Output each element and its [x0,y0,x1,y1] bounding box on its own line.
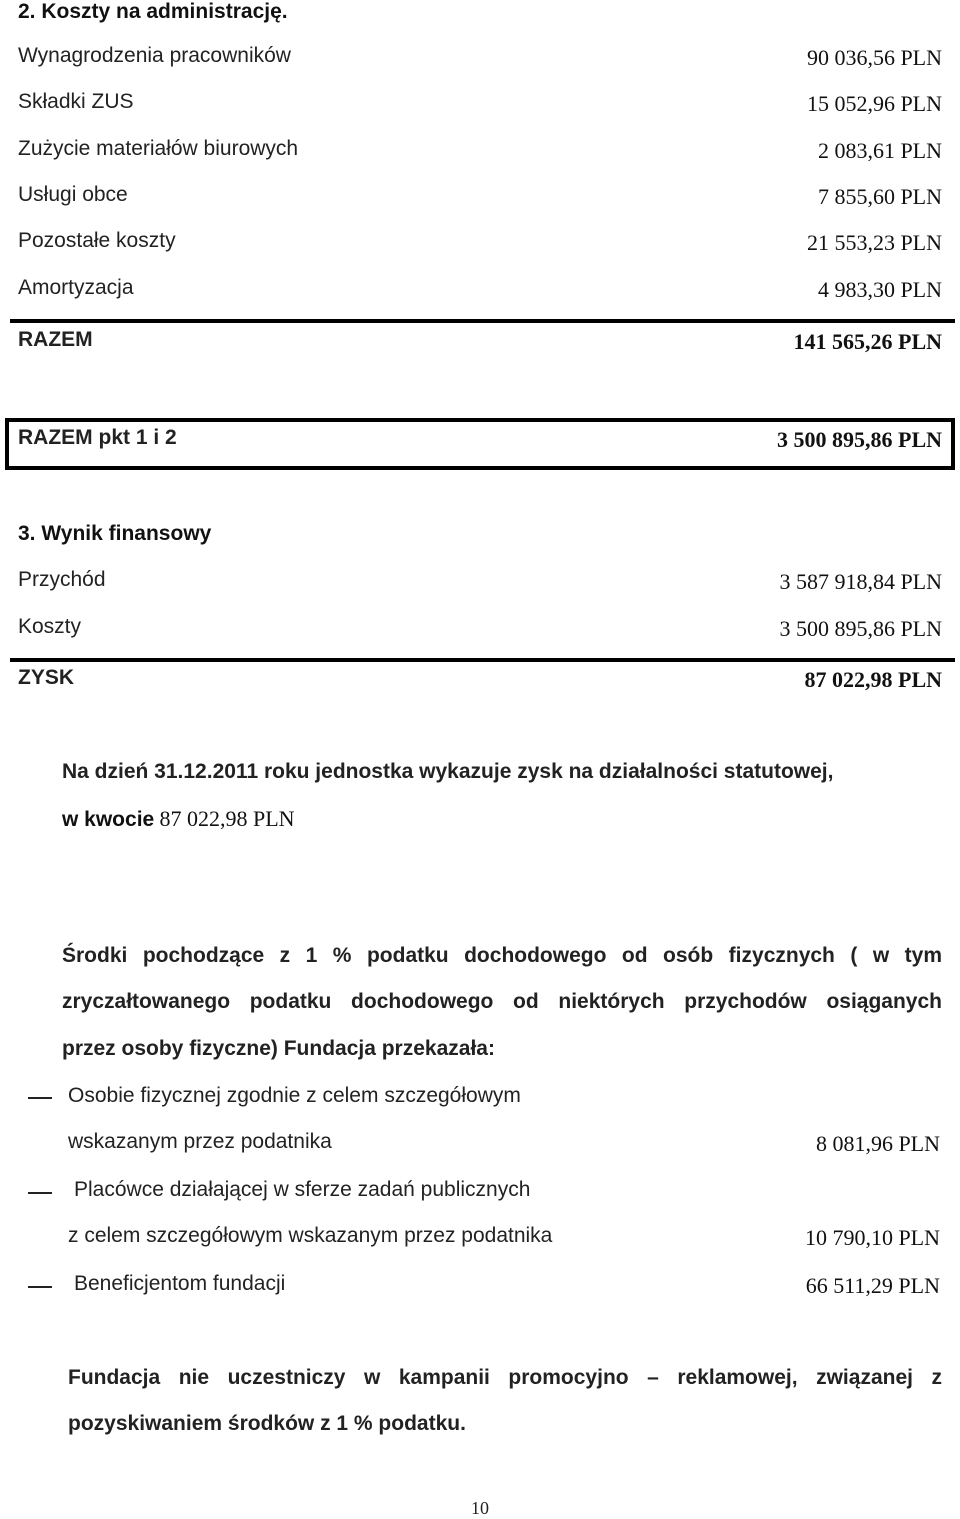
summary-line-1: Na dzień 31.12.2011 roku jednostka wykazuje zysk na działalności statutowej, [62,760,834,783]
section-2-heading: 2. Koszty na administrację. [18,0,288,23]
transfer-item-2-line-1: Placówce działającej w sferze zadań publicznych [74,1178,531,1201]
transfer-item-1-line-1: Osobie fizycznej zgodnie z celem szczegółowym [68,1084,521,1107]
one-percent-paragraph-line-3: przez osoby fizyczne) Fundacja przekazała: [62,1037,495,1060]
section-2-total-rule [10,319,955,323]
transfer-item-2-amount: 10 790,10 PLN [804,1225,940,1250]
row-amount-depreciation: 4 983,30 PLN [817,277,942,302]
row-label-services: Usługi obce [18,183,128,206]
row-amount-zus: 15 052,96 PLN [806,91,942,116]
row-label-salaries: Wynagrodzenia pracowników [18,44,291,67]
row-label-zus: Składki ZUS [18,90,134,113]
campaign-note-line-2: pozyskiwaniem środków z 1 % podatku. [68,1412,466,1435]
row-label-costs: Koszty [18,615,82,638]
row-amount-salaries: 90 036,56 PLN [806,45,942,70]
transfer-item-1-line-2: wskazanym przez podatnika [68,1130,332,1153]
row-amount-other-costs: 21 553,23 PLN [806,230,942,255]
summary-prefix: w kwocie [62,808,155,831]
list-dash-2 [28,1192,52,1194]
campaign-note-line-1: Fundacja nie uczestniczy w kampanii promocyjno – reklamowej, związanej z [68,1366,942,1389]
grand-total-label: RAZEM pkt 1 i 2 [18,426,177,449]
transfer-item-3-amount: 66 511,29 PLN [805,1273,940,1298]
section-2-total-amount: 141 565,26 PLN [793,329,942,354]
transfer-item-2-line-2: z celem szczegółowym wskazanym przez podatnika [68,1224,553,1247]
row-amount-materials: 2 083,61 PLN [817,138,942,163]
row-amount-revenue: 3 587 918,84 PLN [779,569,942,594]
grand-total-amount: 3 500 895,86 PLN [777,427,942,452]
row-label-other-costs: Pozostałe koszty [18,229,176,252]
row-amount-costs: 3 500 895,86 PLN [779,616,942,641]
profit-amount: 87 022,98 PLN [804,667,942,692]
row-label-revenue: Przychód [18,568,106,591]
section-3-total-rule [10,658,955,662]
list-dash-1 [28,1097,52,1099]
row-label-materials: Zużycie materiałów biurowych [18,137,299,160]
one-percent-paragraph-line-1: Środki pochodzące z 1 % podatku dochodowego od osób fizycznych ( w tym [62,944,942,967]
transfer-item-1-amount: 8 081,96 PLN [815,1131,940,1156]
row-label-depreciation: Amortyzacja [18,276,134,299]
profit-label: ZYSK [18,666,75,689]
list-dash-3 [28,1286,52,1288]
one-percent-paragraph-line-2: zryczałtowanego podatku dochodowego od niektórych przychodów osiąganych [62,990,942,1013]
row-amount-services: 7 855,60 PLN [817,184,942,209]
page-number: 10 [471,1498,489,1518]
summary-amount: 87 022,98 PLN [159,806,295,831]
section-3-heading: 3. Wynik finansowy [18,522,212,545]
transfer-item-3-line-1: Beneficjentom fundacji [74,1272,286,1295]
summary-line-2 [62,806,295,832]
section-2-total-label: RAZEM [18,328,93,351]
